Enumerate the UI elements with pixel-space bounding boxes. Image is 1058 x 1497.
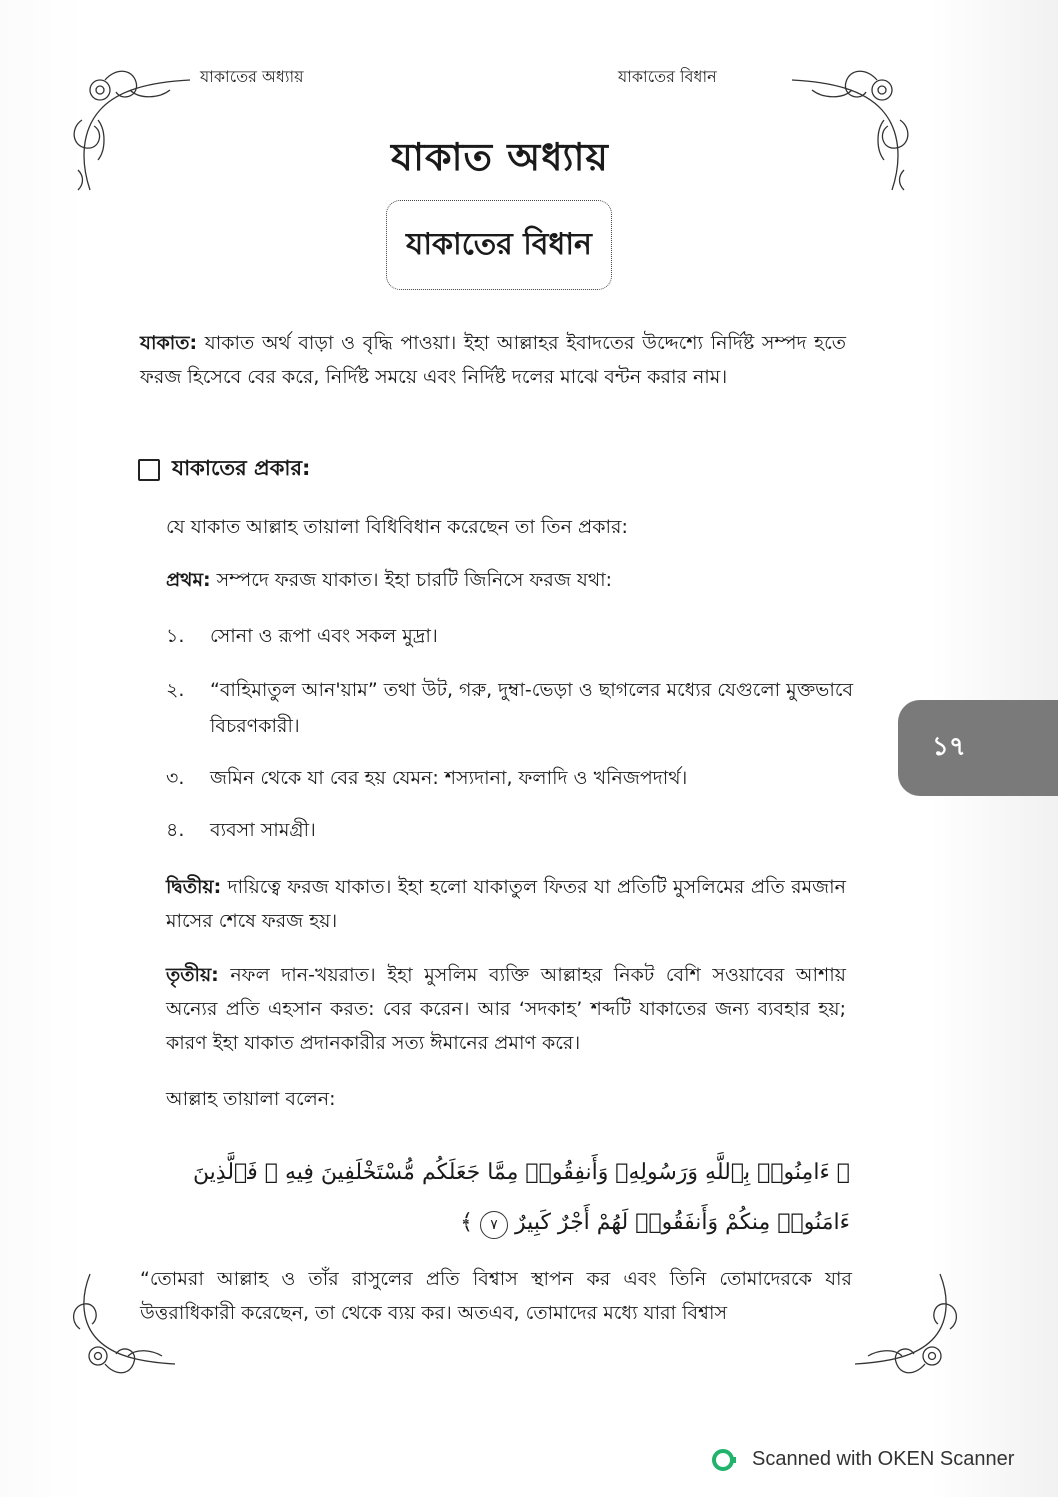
- definition-term: যাকাত:: [140, 332, 198, 354]
- third-type-label: তৃতীয়:: [166, 964, 219, 986]
- third-type-paragraph: [166, 958, 846, 1060]
- list-text: “বাহিমাতুল আন'য়াম” তথা উট, গরু, দুম্বা-ভেড়া ও ছাগলের মধ্যের যেগুলো মুক্তভাবে বিচরণকারী।: [210, 679, 854, 737]
- list-item: [166, 672, 856, 744]
- first-type-paragraph: [166, 563, 872, 597]
- list-text: জমিন থেকে যা বের হয় যেমন: শস্যদানা, ফলাদি ও খনিজপদার্থ।: [210, 767, 688, 789]
- list-number: ৪.: [166, 819, 185, 841]
- scanner-label: Scanned with OKEN Scanner: [752, 1448, 1015, 1470]
- definition-paragraph: [140, 326, 846, 394]
- list-number: ১.: [166, 625, 185, 647]
- second-type-paragraph: [166, 870, 846, 938]
- second-type-text: দায়িত্বে ফরজ যাকাত। ইহা হলো যাকাতুল ফিতর যা প্রতিটি মুসলিমের প্রতি রমজান মাসের শেষে ফরজ হয়।: [166, 876, 846, 932]
- arabic-verse: [138, 1148, 850, 1248]
- section-title-box: [386, 200, 612, 290]
- first-type-text: সম্পদে ফরজ যাকাত। ইহা চারটি জিনিসে ফরজ যথা:: [210, 569, 613, 591]
- list-item: [166, 760, 856, 796]
- chapter-title: যাকাত অধ্যায়: [391, 135, 609, 179]
- types-intro: যে যাকাত আল্লাহ তায়ালা বিধিবিধান করেছেন তা তিন প্রকার:: [166, 516, 628, 538]
- verse-end-bracket-icon: ﴾: [460, 1210, 474, 1235]
- page-number: ১৭: [932, 732, 966, 762]
- arabic-verse-text: ﴿ ءَامِنُوا۟ بِٱللَّهِ وَرَسُولِهِۦ وَأَنفِقُوا۟ مِمَّا جَعَلَكُم مُّسْتَخْلَفِينَ فِيهِ ۖ فَٱلَّذِينَ ءَامَنُوا۟ مِنكُمْ وَأَنفَقُوا۟ لَهُمْ أَجْرٌ كَبِيرٌ: [192, 1160, 850, 1235]
- types-heading: [138, 452, 310, 487]
- checkbox-icon: [138, 459, 160, 481]
- running-title-right-text: যাকাতের বিধান: [618, 67, 717, 86]
- third-type-text: নফল দান-খয়রাত। ইহা মুসলিম ব্যক্তি আল্লাহর নিকট বেশি সওয়াবের আশায় অন্যের প্রতি এহসান করত: বের করেন। আর ‘সদকাহ’ শব্দটি যাকাতের জন্য ব্যবহার হয়; কারণ ইহা যাকাত প্রদানকারীর সত্য ঈমানের প্রমাণ করে।: [166, 964, 846, 1054]
- bottom-right-ornament: [850, 1264, 960, 1384]
- list-text: ব্যবসা সামগ্রী।: [210, 819, 316, 841]
- page-number-tab: [898, 700, 1058, 796]
- types-heading-text: যাকাতের প্রকার:: [172, 456, 311, 480]
- first-type-label: প্রথম:: [166, 569, 211, 591]
- running-title-left-text: যাকাতের অধ্যায়: [200, 67, 304, 86]
- right-running-title: [618, 64, 717, 91]
- left-running-title: [200, 64, 304, 91]
- list-item: [166, 812, 856, 848]
- list-item: [166, 618, 856, 654]
- quote-intro: আল্লাহ তায়ালা বলেন:: [166, 1088, 336, 1110]
- list-number: ৩.: [166, 767, 185, 789]
- definition-text: যাকাত অর্থ বাড়া ও বৃদ্ধি পাওয়া। ইহা আল্লাহর ইবাদতের উদ্দেশ্যে নির্দিষ্ট সম্পদ হতে ফরজ হিসেবে বের করে, নির্দিষ্ট সময়ে এবং নির্দিষ্ট দলের মাঝে বন্টন করার নাম।: [140, 332, 846, 388]
- scanner-watermark: [712, 1448, 1014, 1471]
- second-type-label: দ্বিতীয়:: [166, 876, 222, 898]
- verse-number-marker: ٧: [480, 1211, 508, 1239]
- section-title: যাকাতের বিধান: [406, 226, 592, 262]
- list-number: ২.: [166, 679, 185, 701]
- list-text: সোনা ও রূপা এবং সকল মুদ্রা।: [210, 625, 438, 647]
- scanner-logo-icon: [712, 1449, 734, 1471]
- translation-paragraph: “তোমরা আল্লাহ ও তাঁর রাসুলের প্রতি বিশ্বাস স্থাপন কর এবং তিনি তোমাদেরকে যার উত্তরাধিকারী করেছেন, তা থেকে ব্যয় কর। অতএব, তোমাদের মধ্যে যারা বিশ্বাস: [140, 1268, 852, 1324]
